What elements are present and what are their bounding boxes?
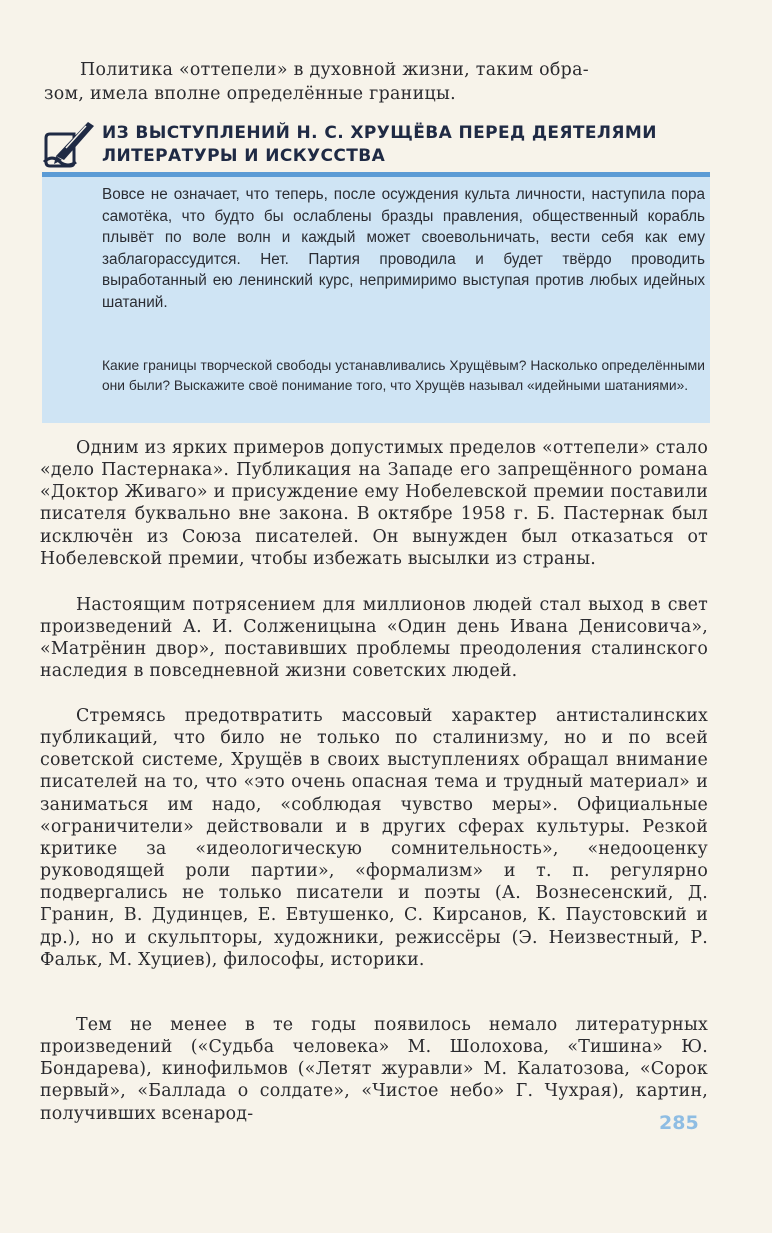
intro-line-2: зом, имела вполне определённые границы.	[44, 84, 456, 104]
body-paragraph-3: Стремясь предотвратить массовый характер антисталинских публикаций, что било не только по сталинизму, но и по всей советской системе, Хрущёв в своих выступлениях обращал внимание писателей на то, что «это очень опасная тема и трудный материал» и заниматься им надо, «соблюдая чувство меры». Официальные «ограничители» действовали и в других сферах культуры. Резкой критике за «идеологическую сомнительность», «недооценку руководящей роли партии», «формализм» и т. п. регулярно подвергались не только писатели и поэты (А. Вознесенский, Д. Гранин, В. Дудинцев, Е. Евтушенко, С. Кирсанов, К. Паустовский и др.), но и скульпторы, художники, режиссёры (Э. Неизвестный, Р. Фальк, М. Хуциев), философы, историки.	[40, 706, 708, 970]
page-number: 285	[659, 1112, 699, 1134]
source-question: Какие границы творческой свободы устанавливались Хрущёвым? Насколько определёнными они были? Выскажите своё понимание того, что Хрущёв называл «идейными шатаниями».	[102, 358, 705, 393]
body-paragraph-1: Одним из ярких примеров допустимых пределов «оттепели» стало «дело Пастернака». Публикация на Западе его запрещённого романа «Доктор Живаго» и присуждение ему Нобелевской премии поставили писателя буквально вне закона. В октябре 1958 г. Б. Пастернак был исключён из Союза писателей. Он вынужден был отказаться от Нобелевской премии, чтобы избежать высылки из страны.	[40, 438, 708, 569]
source-quote: Вовсе не означает, что теперь, после осуждения культа личности, наступила пора самотёка, что будто бы ослаблены бразды правления, общественный корабль плывёт по воле волн и каждый может своевольничать, вести себя как ему заблагорассудится. Нет. Партия проводила и будет твёрдо проводить выработанный ею ленинский курс, непримиримо выступая против любых идейных шатаний.	[102, 186, 705, 311]
body-paragraph-4: Тем не менее в те годы появилось немало литературных произведений («Судьба человека» М. Шолохова, «Тишина» Ю. Бондарева), кинофильмов («Летят журавли» М. Калатозова, «Сорок первый», «Баллада о солдате», «Чистое небо» Г. Чухрая), картин, получивших всенарод-	[40, 1015, 708, 1124]
source-box-header	[42, 114, 710, 174]
source-box-title-line-1: ИЗ ВЫСТУПЛЕНИЙ Н. С. ХРУЩЁВА ПЕРЕД ДЕЯТЕЛЯМИ	[102, 123, 657, 143]
intro-line-1: Политика «оттепели» в духовной жизни, таким обра-	[80, 60, 589, 80]
source-box-title-line-2: ЛИТЕРАТУРЫ И ИСКУССТВА	[102, 146, 386, 166]
intro-paragraph	[44, 58, 708, 106]
quill-document-icon	[42, 118, 96, 168]
source-box-title	[102, 122, 712, 168]
body-paragraph-2: Настоящим потрясением для миллионов людей стал выход в свет произведений А. И. Солженицына «Один день Ивана Денисовича», «Матрёнин двор», поставивших проблемы преодоления сталинского наследия в повседневной жизни советских людей.	[40, 595, 708, 682]
